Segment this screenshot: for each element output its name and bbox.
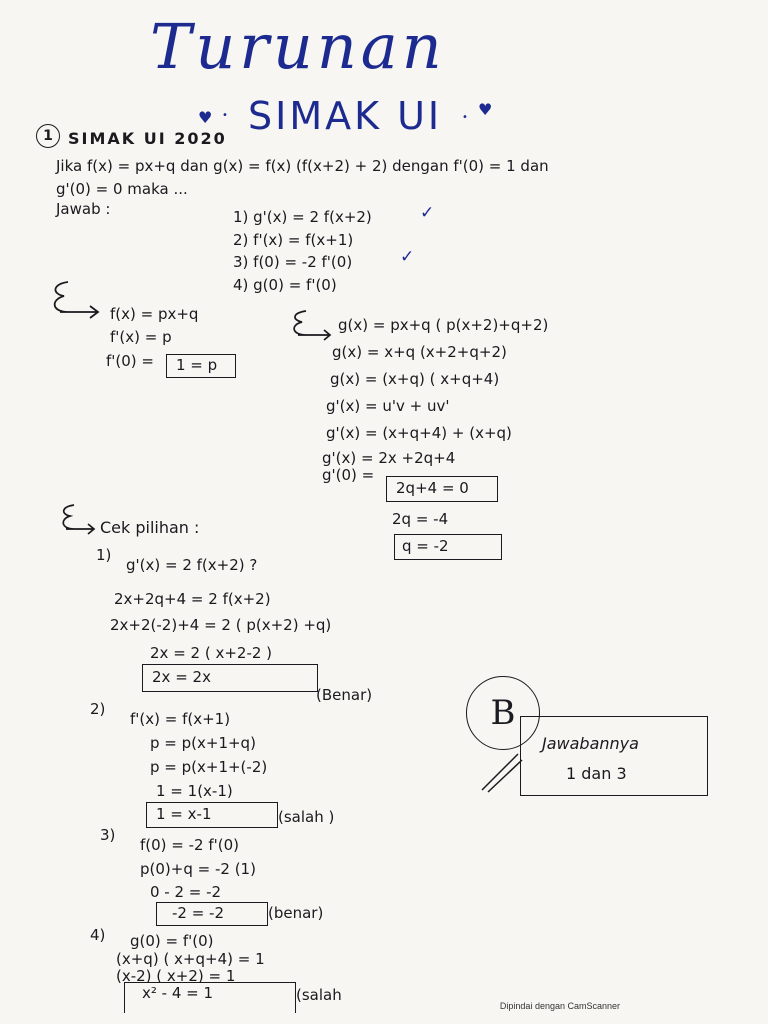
page-title: Turunan xyxy=(150,10,446,83)
answer-line-2: 1 dan 3 xyxy=(566,764,627,783)
answer-line-1: Jawabannya xyxy=(542,734,639,753)
cek-item-4-line-3: (x-2) ( x+2) = 1 xyxy=(116,967,236,985)
right-work-line-2: g(x) = x+q (x+2+q+2) xyxy=(332,343,507,361)
option-3: 3) f(0) = -2 f'(0) xyxy=(233,253,353,271)
option-1: 1) g'(x) = 2 f(x+2) xyxy=(233,208,372,226)
right-work-boxed-1: 2q+4 = 0 xyxy=(396,479,469,497)
arrow-symbol-icon xyxy=(288,308,336,342)
heart-icon: ♥ xyxy=(198,108,213,127)
cek-item-1-boxed: 2x = 2x xyxy=(152,668,211,686)
cek-item-1-num: 1) xyxy=(96,546,112,564)
page-subtitle: SIMAK UI xyxy=(248,94,443,138)
cek-item-4-boxed: x² - 4 = 1 xyxy=(142,984,214,1002)
answer-letter-circle: B xyxy=(466,676,540,750)
cek-item-2-line-1: f'(x) = f(x+1) xyxy=(130,710,231,728)
jawab-label: Jawab : xyxy=(56,200,111,218)
right-work-line-4: g'(x) = u'v + uv' xyxy=(326,397,450,415)
cek-item-2-boxed: 1 = x-1 xyxy=(156,805,212,823)
cek-item-3-num: 3) xyxy=(100,826,116,844)
cek-item-3-boxed: -2 = -2 xyxy=(172,904,225,922)
arrow-symbol-icon xyxy=(58,502,98,536)
cek-item-4-num: 4) xyxy=(90,926,106,944)
problem-number: 1 xyxy=(36,124,60,148)
cek-item-2-line-2: p = p(x+1+q) xyxy=(150,734,256,752)
cek-item-1-line-3: 2x+2(-2)+4 = 2 ( p(x+2) +q) xyxy=(110,616,332,634)
cek-item-4-verdict: (salah xyxy=(296,986,342,1004)
cek-item-3-line-2: p(0)+q = -2 (1) xyxy=(140,860,256,878)
arrow-symbol-icon xyxy=(46,278,102,320)
problem-line-1: Jika f(x) = px+q dan g(x) = f(x) (f(x+2) + 2) dengan f'(0) = 1 dan xyxy=(56,157,549,175)
right-work-line-8: 2q = -4 xyxy=(392,510,449,528)
left-work-boxed: 1 = p xyxy=(176,356,218,374)
check-icon: ✓ xyxy=(420,203,435,223)
right-work-line-1: g(x) = px+q ( p(x+2)+q+2) xyxy=(338,316,549,334)
option-4: 4) g(0) = f'(0) xyxy=(233,276,337,294)
right-work-line-7: g'(0) = xyxy=(322,466,375,484)
cek-item-3-line-1: f(0) = -2 f'(0) xyxy=(140,836,240,854)
dots-icon: • xyxy=(462,112,468,123)
cek-item-3-verdict: (benar) xyxy=(268,904,324,922)
right-work-boxed-2: q = -2 xyxy=(402,537,449,555)
scanner-watermark: Dipindai dengan CamScanner xyxy=(499,1001,620,1011)
left-work-line-3: f'(0) = xyxy=(106,352,154,370)
right-work-line-5: g'(x) = (x+q+4) + (x+q) xyxy=(326,424,512,442)
cek-item-2-line-3: p = p(x+1+(-2) xyxy=(150,758,268,776)
cek-item-1-verdict: (Benar) xyxy=(316,686,373,704)
problem-line-2: g'(0) = 0 maka ... xyxy=(56,180,188,198)
heart-icon: ♥ xyxy=(478,100,493,119)
cek-item-4-line-1: g(0) = f'(0) xyxy=(130,932,214,950)
cek-item-2-num: 2) xyxy=(90,700,106,718)
problem-heading: SIMAK UI 2020 xyxy=(68,129,227,148)
cek-item-2-line-4: 1 = 1(x-1) xyxy=(156,782,233,800)
cek-item-4-line-2: (x+q) ( x+q+4) = 1 xyxy=(116,950,265,968)
cek-item-1-line-2: 2x+2q+4 = 2 f(x+2) xyxy=(114,590,271,608)
cek-item-3-line-3: 0 - 2 = -2 xyxy=(150,883,222,901)
cek-item-2-verdict: (salah ) xyxy=(278,808,335,826)
answer-box xyxy=(520,716,708,796)
option-2: 2) f'(x) = f(x+1) xyxy=(233,231,354,249)
right-work-line-6: g'(x) = 2x +2q+4 xyxy=(322,449,456,467)
right-work-line-3: g(x) = (x+q) ( x+q+4) xyxy=(330,370,500,388)
cek-heading: Cek pilihan : xyxy=(100,518,200,537)
check-icon: ✓ xyxy=(400,247,415,267)
cek-item-1-line-4: 2x = 2 ( x+2-2 ) xyxy=(150,644,273,662)
cek-item-1-line-1: g'(x) = 2 f(x+2) ? xyxy=(126,556,258,574)
left-work-line-2: f'(x) = p xyxy=(110,328,172,346)
left-work-line-1: f(x) = px+q xyxy=(110,305,199,323)
dots-icon: • xyxy=(222,110,228,121)
